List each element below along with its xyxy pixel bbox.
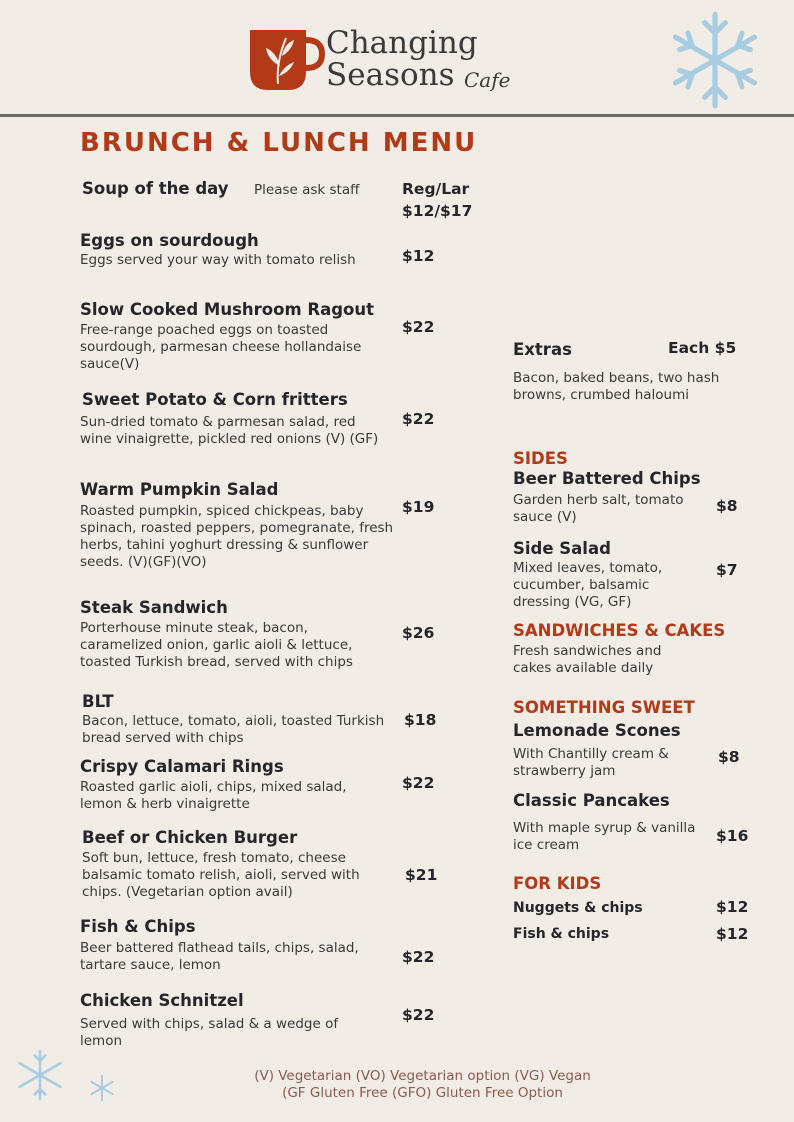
- item-desc: Served with chips, salad & a wedge of lemon: [80, 1016, 339, 1049]
- sweet-item-name: Lemonade Scones: [513, 721, 681, 740]
- kids-heading: FOR KIDS: [513, 874, 602, 893]
- extras-desc: Bacon, baked beans, two hash browns, crumbed haloumi: [513, 370, 720, 403]
- item-desc: Roasted pumpkin, spiced chickpeas, baby spinach, roasted peppers, pomegranate, fresh herbs, tahini yoghurt dressing & sunflower seeds. (V)(GF)(VO): [80, 503, 394, 570]
- snowflake-icon: [660, 8, 770, 112]
- item-desc: Roasted garlic aioli, chips, mixed salad, lemon & herb vinaigrette: [80, 779, 347, 812]
- item-desc: Porterhouse minute steak, bacon, caramelized onion, garlic aioli & lettuce, toasted Turkish bread, served with chips: [80, 620, 353, 670]
- side-item-name: Side Salad: [513, 539, 611, 558]
- item-price: $18: [404, 711, 437, 729]
- logo-cafe: Cafe: [464, 68, 511, 92]
- logo: [246, 26, 536, 96]
- sweet-heading: SOMETHING SWEET: [513, 698, 695, 717]
- item-name: Crispy Calamari Rings: [80, 757, 284, 776]
- sandwiches-heading: SANDWICHES & CAKES: [513, 621, 726, 640]
- item-price: $22: [402, 948, 435, 966]
- item-price: $19: [402, 498, 435, 516]
- snowflake-icon: [12, 1048, 68, 1102]
- extras-name: Extras: [513, 340, 572, 359]
- item-name: Eggs on sourdough: [80, 231, 259, 250]
- item-desc: Bacon, lettuce, tomato, aioli, toasted Turkish bread served with chips: [82, 713, 385, 746]
- item-price: $21: [405, 866, 438, 884]
- side-item-price: $7: [716, 561, 738, 579]
- item-name: Steak Sandwich: [80, 598, 228, 617]
- soup-price: $12/$17: [402, 202, 473, 220]
- side-item-desc: Garden herb salt, tomato sauce (V): [513, 492, 684, 525]
- soup-note: Please ask staff: [254, 182, 360, 198]
- soup-size-label: Reg/Lar: [402, 180, 470, 198]
- sweet-item-desc: With Chantilly cream & strawberry jam: [513, 746, 669, 779]
- menu-title: BRUNCH & LUNCH MENU: [80, 128, 478, 158]
- item-name: Sweet Potato & Corn fritters: [82, 390, 348, 409]
- side-item-price: $8: [716, 497, 738, 515]
- logo-line-2: Seasons: [326, 57, 455, 93]
- sweet-item-price: $8: [718, 748, 740, 766]
- sweet-item-name: Classic Pancakes: [513, 791, 670, 810]
- item-name: Fish & Chips: [80, 917, 196, 936]
- item-name: BLT: [82, 692, 114, 711]
- item-name: Chicken Schnitzel: [80, 991, 244, 1010]
- item-name: Warm Pumpkin Salad: [80, 480, 279, 499]
- coffee-cup-leaf-icon: [246, 26, 326, 94]
- kids-item-price: $12: [716, 925, 749, 943]
- extras-price: Each $5: [668, 339, 737, 357]
- sweet-item-price: $16: [716, 827, 749, 845]
- sandwiches-desc: Fresh sandwiches and cakes available daily: [513, 643, 662, 676]
- soup-name: Soup of the day: [82, 179, 229, 198]
- side-item-name: Beer Battered Chips: [513, 469, 701, 488]
- item-desc: Eggs served your way with tomato relish: [80, 252, 356, 268]
- item-name: Beef or Chicken Burger: [82, 828, 298, 847]
- sides-heading: SIDES: [513, 449, 568, 468]
- kids-item-name: Nuggets & chips: [513, 900, 643, 916]
- item-price: $22: [402, 774, 435, 792]
- item-price: $12: [402, 247, 435, 265]
- logo-line-1: Changing: [326, 25, 478, 61]
- item-desc: Soft bun, lettuce, fresh tomato, cheese balsamic tomato relish, aioli, served with chips. (Vegetarian option avail): [82, 850, 360, 900]
- item-desc: Beer battered flathead tails, chips, salad, tartare sauce, lemon: [80, 940, 359, 973]
- footer-legend-line-1: (V) Vegetarian (VO) Vegetarian option (VG) Vegan: [254, 1068, 591, 1084]
- kids-item-price: $12: [716, 898, 749, 916]
- item-name: Slow Cooked Mushroom Ragout: [80, 300, 375, 319]
- item-price: $22: [402, 410, 435, 428]
- item-desc: Free-range poached eggs on toasted sourdough, parmesan cheese hollandaise sauce(V): [80, 322, 362, 372]
- side-item-desc: Mixed leaves, tomato, cucumber, balsamic dressing (VG, GF): [513, 560, 663, 610]
- header-divider: [0, 114, 794, 117]
- footer-legend-line-2: (GF Gluten Free (GFO) Gluten Free Option: [282, 1085, 563, 1101]
- item-desc: Sun-dried tomato & parmesan salad, red wine vinaigrette, pickled red onions (V) (GF): [80, 414, 379, 447]
- kids-item-name: Fish & chips: [513, 926, 610, 942]
- snowflake-icon: [88, 1074, 116, 1102]
- item-price: $22: [402, 318, 435, 336]
- sweet-item-desc: With maple syrup & vanilla ice cream: [513, 820, 696, 853]
- item-price: $22: [402, 1006, 435, 1024]
- item-price: $26: [402, 624, 435, 642]
